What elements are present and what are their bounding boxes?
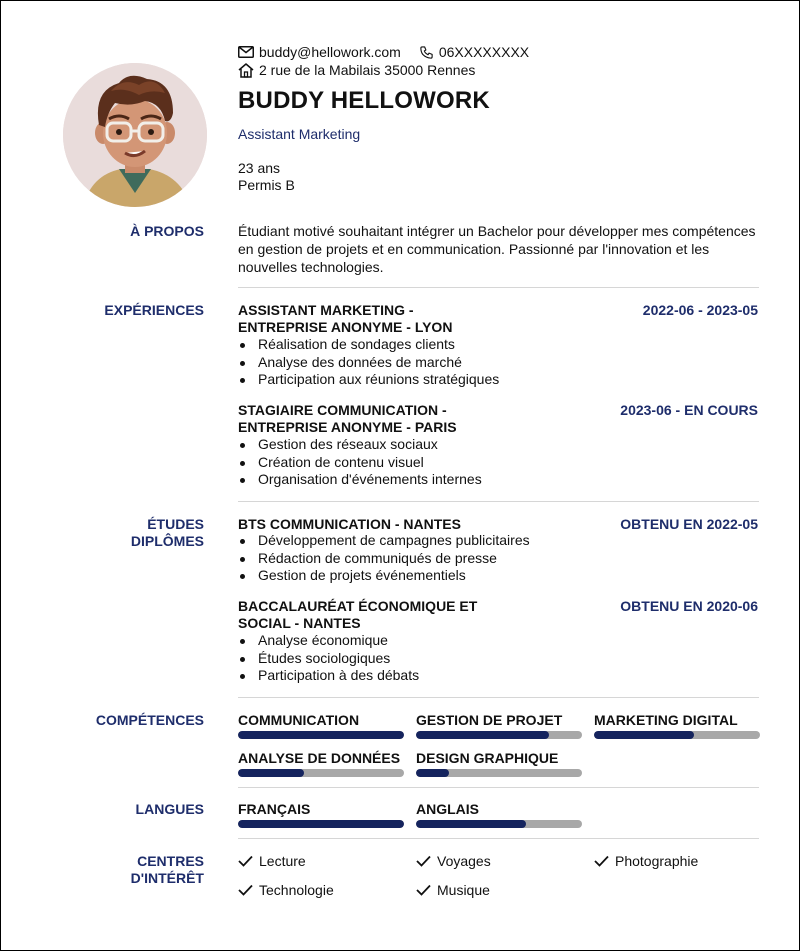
avatar-illustration bbox=[63, 63, 207, 207]
skill-item bbox=[238, 712, 404, 739]
skill-bar bbox=[594, 731, 760, 739]
skill-bar-fill bbox=[594, 731, 694, 739]
education-date: OBTENU EN 2020-06 bbox=[620, 598, 758, 614]
language-bar-fill bbox=[416, 820, 526, 828]
education-title-line: BACCALAURÉAT ÉCONOMIQUE ET bbox=[238, 598, 478, 614]
skill-name: GESTION DE PROJET bbox=[416, 712, 563, 728]
experience-title-line: ENTREPRISE ANONYME - PARIS bbox=[238, 419, 457, 435]
language-bar bbox=[238, 820, 404, 828]
experience-heading: EXPÉRIENCES bbox=[104, 302, 204, 318]
contact-info bbox=[238, 43, 547, 79]
phone-item[interactable] bbox=[419, 44, 529, 60]
bullet-item: Analyse économique bbox=[238, 632, 419, 650]
bullet-item: Organisation d'événements internes bbox=[238, 471, 482, 489]
language-bar bbox=[416, 820, 582, 828]
language-item bbox=[238, 801, 404, 828]
bullet-item: Études sociologiques bbox=[238, 650, 419, 668]
skill-bar-fill bbox=[238, 769, 304, 777]
education-heading bbox=[131, 516, 204, 550]
interest-label: Lecture bbox=[259, 853, 306, 869]
interest-label: Musique bbox=[437, 882, 490, 898]
experience-date: 2023-06 - EN COURS bbox=[620, 402, 758, 418]
interest-item bbox=[238, 853, 306, 869]
about-heading: À PROPOS bbox=[130, 223, 204, 239]
address-text: 2 rue de la Mabilais 35000 Rennes bbox=[259, 62, 476, 78]
language-name: FRANÇAIS bbox=[238, 801, 311, 817]
check-icon bbox=[416, 884, 431, 896]
interest-item bbox=[416, 853, 491, 869]
education-date: OBTENU EN 2022-05 bbox=[620, 516, 758, 532]
experience-title-line: ENTREPRISE ANONYME - LYON bbox=[238, 319, 453, 335]
education-title-line: SOCIAL - NANTES bbox=[238, 615, 361, 631]
interest-label: Technologie bbox=[259, 882, 334, 898]
language-item bbox=[416, 801, 582, 828]
interest-item bbox=[416, 882, 490, 898]
divider bbox=[238, 838, 759, 839]
education-bullets bbox=[238, 632, 419, 685]
skill-item bbox=[594, 712, 760, 739]
skill-bar-fill bbox=[416, 731, 549, 739]
interest-label: Voyages bbox=[437, 853, 491, 869]
language-name: ANGLAIS bbox=[416, 801, 479, 817]
envelope-icon bbox=[238, 46, 254, 58]
languages-heading: LANGUES bbox=[135, 801, 204, 817]
bullet-item: Développement de campagnes publicitaires bbox=[238, 532, 530, 550]
bullet-item: Analyse des données de marché bbox=[238, 354, 499, 372]
age-text: 23 ans bbox=[238, 160, 281, 176]
bullet-item: Réalisation de sondages clients bbox=[238, 336, 499, 354]
skill-item bbox=[416, 750, 582, 777]
education-title bbox=[238, 598, 498, 632]
experience-bullets bbox=[238, 436, 482, 489]
skills-heading: COMPÉTENCES bbox=[95, 712, 204, 728]
address-item bbox=[238, 62, 475, 78]
bullet-item: Participation aux réunions stratégiques bbox=[238, 371, 499, 389]
bullet-item: Gestion des réseaux sociaux bbox=[238, 436, 482, 454]
experience-title-line: STAGIAIRE COMMUNICATION - bbox=[238, 402, 447, 418]
home-icon bbox=[238, 63, 254, 78]
phone-icon bbox=[419, 45, 434, 60]
skill-bar bbox=[416, 769, 582, 777]
phone-text: 06XXXXXXXX bbox=[438, 44, 530, 60]
bullet-item: Création de contenu visuel bbox=[238, 454, 482, 472]
experience-title bbox=[238, 302, 478, 336]
divider bbox=[238, 501, 759, 502]
education-heading-line: DIPLÔMES bbox=[130, 533, 204, 549]
bullet-item: Rédaction de communiqués de presse bbox=[238, 550, 530, 568]
avatar bbox=[63, 63, 207, 207]
skill-item bbox=[238, 750, 404, 777]
education-title bbox=[238, 516, 538, 533]
skill-item bbox=[416, 712, 582, 739]
interests-heading-line: D'INTÉRÊT bbox=[130, 870, 204, 886]
skill-bar-fill bbox=[238, 731, 404, 739]
candidate-name: BUDDY HELLOWORK bbox=[238, 87, 490, 114]
bullet-item: Participation à des débats bbox=[238, 667, 419, 685]
personal-info bbox=[238, 160, 295, 194]
experience-bullets bbox=[238, 336, 499, 389]
skill-bar-fill bbox=[416, 769, 449, 777]
email-text: buddy@hellowork.com bbox=[259, 44, 401, 60]
license-text: Permis B bbox=[238, 177, 295, 193]
language-bar-fill bbox=[238, 820, 404, 828]
skill-name: DESIGN GRAPHIQUE bbox=[416, 750, 559, 766]
job-title: Assistant Marketing bbox=[238, 126, 361, 142]
skill-name: MARKETING DIGITAL bbox=[594, 712, 738, 728]
check-icon bbox=[238, 855, 253, 867]
experience-date: 2022-06 - 2023-05 bbox=[642, 302, 758, 318]
interests-heading bbox=[131, 853, 204, 887]
about-text: Étudiant motivé souhaitant intégrer un Bachelor pour développer mes compétences en gestion de projets et en communication. Passionné par l'innovation et les nouvelles technologies. bbox=[238, 223, 756, 275]
education-title-line: BTS COMMUNICATION - NANTES bbox=[238, 516, 461, 532]
divider bbox=[238, 787, 759, 788]
email-item[interactable] bbox=[238, 44, 401, 60]
education-heading-line: ÉTUDES bbox=[147, 516, 204, 532]
skill-bar bbox=[238, 731, 404, 739]
experience-title bbox=[238, 402, 478, 436]
education-bullets bbox=[238, 532, 530, 585]
interest-label: Photographie bbox=[615, 853, 699, 869]
skill-name: COMMUNICATION bbox=[238, 712, 360, 728]
skill-name: ANALYSE DE DONNÉES bbox=[238, 750, 401, 766]
interest-item bbox=[238, 882, 334, 898]
check-icon bbox=[238, 884, 253, 896]
skill-bar bbox=[416, 731, 582, 739]
check-icon bbox=[594, 855, 609, 867]
interest-item bbox=[594, 853, 698, 869]
bullet-item: Gestion de projets événementiels bbox=[238, 567, 530, 585]
divider bbox=[238, 697, 759, 698]
check-icon bbox=[416, 855, 431, 867]
divider bbox=[238, 287, 759, 288]
experience-title-line: ASSISTANT MARKETING - bbox=[238, 302, 414, 318]
interests-heading-line: CENTRES bbox=[137, 853, 204, 869]
skill-bar bbox=[238, 769, 404, 777]
